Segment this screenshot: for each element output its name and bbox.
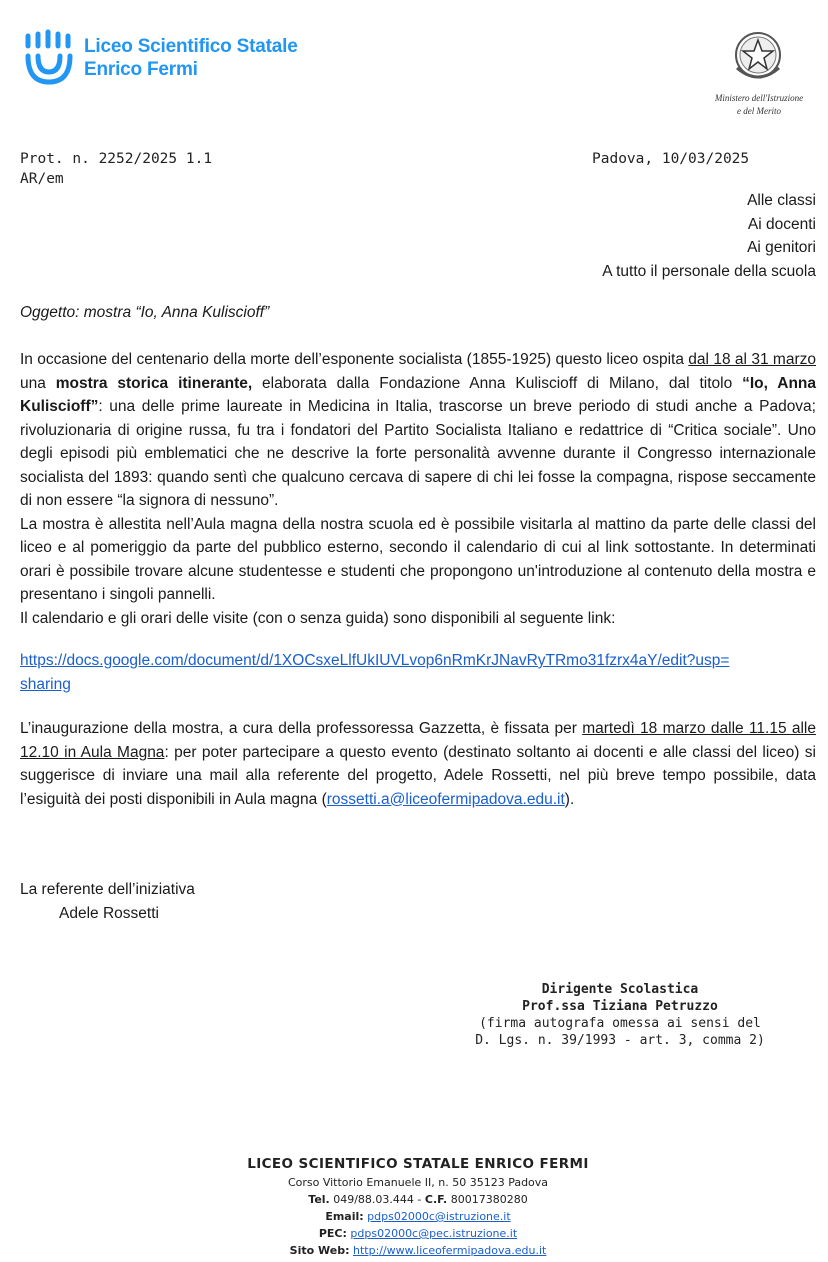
ministry-line1: Ministero dell'Istruzione <box>714 93 804 103</box>
referent-block <box>20 878 195 925</box>
signature-note-line1: (firma autografa omessa ai sensi del <box>479 1016 761 1031</box>
text-span: elaborata dalla Fondazione Anna Kuliscioff di Milano, dal titolo <box>252 374 743 392</box>
text-span: ). <box>564 790 575 808</box>
paragraph-inauguration <box>20 717 816 811</box>
calendar-link-block <box>20 649 816 696</box>
calendar-link-line1: https://docs.google.com/document/d/1XOCsxeLlfUkIUVLvop6nRmKrJNavRyTRmo31fzrx4aY/edit?usp= <box>20 652 730 669</box>
pec-link[interactable]: pdps02000c@pec.istruzione.it <box>350 1227 518 1240</box>
cf-label: C.F. <box>424 1193 448 1206</box>
paragraph-intro <box>20 348 816 513</box>
recipient-item: Alle classi <box>747 192 816 209</box>
pec-label: PEC: <box>318 1227 347 1240</box>
ministry-caption <box>700 92 818 118</box>
signature-name: Prof.ssa Tiziana Petruzzo <box>522 999 718 1014</box>
web-label: Sito Web: <box>289 1244 350 1257</box>
exhibition-dates: dal 18 al 31 marzo <box>688 351 816 368</box>
referent-name: Adele Rossetti <box>59 904 159 922</box>
tel-value: 049/88.03.444 - <box>329 1193 425 1206</box>
signature-block <box>440 981 800 1049</box>
recipients-block <box>602 189 816 283</box>
text-span: : una delle prime laureate in Medicina in Italia, trascorse un breve periodo di studi anche a Padova; rivoluzionaria di origine russa, fu tra i fondatori del Partito Socialista Italiano e redattrice di “Critica sociale”. Uno degli episodi più emblematici che ne descrive la forte personalità avvenne durante il Congresso internazionale socialista del 1893: quando sentì che qualcuno cercava di sapere di chi lei fosse la compagna, rispose seccamente di non essere “la signora di nessuno”. <box>20 398 816 509</box>
footer-email <box>0 1208 828 1225</box>
author-initials: AR/em <box>20 171 64 187</box>
exhibition-type: mostra storica itinerante, <box>55 374 253 392</box>
text-span: In occasione del centenario della morte dell’esponente socialista (1855-1925) questo liceo ospita <box>20 351 689 368</box>
school-logo-icon <box>22 28 76 90</box>
recipient-item: Ai docenti <box>747 215 816 233</box>
signature-note-line2: D. Lgs. n. 39/1993 - art. 3, comma 2) <box>475 1033 765 1048</box>
text-span: : per poter partecipare a questo evento (destinato soltanto ai docenti e alle classi del liceo) si suggerisce di inviare una mail alla referente del progetto, Adele Rossetti, nel più breve tempo possibile, data l’esiguità dei posti disponibili in Aula magna ( <box>20 743 816 808</box>
footer-pec <box>0 1225 828 1242</box>
email-label: Email: <box>325 1210 364 1223</box>
signature-title: Dirigente Scolastica <box>541 982 699 997</box>
school-name-line2: Enrico Fermi <box>84 59 198 80</box>
exhibition-title: “Io, Anna Kuliscioff” <box>20 374 816 415</box>
protocol-number: Prot. n. 2252/2025 1.1 <box>20 151 213 167</box>
tel-label: Tel. <box>308 1193 330 1206</box>
email-link[interactable]: pdps02000c@istruzione.it <box>367 1210 511 1223</box>
referent-role: La referente dell’iniziativa <box>20 881 195 898</box>
footer-web <box>0 1242 828 1259</box>
subject-line: Oggetto: mostra “Io, Anna Kuliscioff” <box>20 304 270 321</box>
footer-tel-cf <box>0 1191 828 1208</box>
body-main <box>20 348 816 630</box>
calendar-link-line2: sharing <box>20 675 71 693</box>
republic-emblem-icon <box>729 28 787 86</box>
recipient-item: A tutto il personale della scuola <box>602 262 816 280</box>
footer-address: Corso Vittorio Emanuele II, n. 50 35123 Padova <box>287 1176 549 1189</box>
paragraph-venue: La mostra è allestita nell’Aula magna della nostra scuola ed è possibile visitarla al mattino da parte delle classi del liceo e al pomeriggio da parte del pubblico esterno, secondo il calendario di cui al link sottostante. In determinati orari è possibile trovare alcune studentesse e studenti che propongono un'introduzione al contenuto della mostra e presentano i singoli pannelli. <box>20 515 816 603</box>
recipient-item: Ai genitori <box>747 239 816 256</box>
calendar-link[interactable] <box>20 652 729 693</box>
footer-title: LICEO SCIENTIFICO STATALE ENRICO FERMI <box>247 1156 589 1172</box>
footer <box>0 1154 828 1259</box>
referent-email-link[interactable]: rossetti.a@liceofermipadova.edu.it <box>326 790 565 808</box>
place-date: Padova, 10/03/2025 <box>592 151 750 167</box>
school-name-line1: Liceo Scientifico Statale <box>84 36 298 57</box>
text-span: una <box>20 374 56 392</box>
website-link[interactable]: http://www.liceofermipadova.edu.it <box>352 1244 547 1257</box>
cf-value: 80017380280 <box>447 1193 528 1206</box>
ministry-line2: e del Merito <box>737 106 781 116</box>
paragraph-calendar: Il calendario e gli orari delle visite (con o senza guida) sono disponibili al seguente link: <box>20 609 616 627</box>
text-span: L’inaugurazione della mostra, a cura della professoressa Gazzetta, è fissata per <box>20 720 583 737</box>
inauguration-date: martedì 18 marzo dalle 11.15 alle 12.10 in Aula Magna <box>20 720 816 761</box>
inauguration-text <box>20 717 816 811</box>
